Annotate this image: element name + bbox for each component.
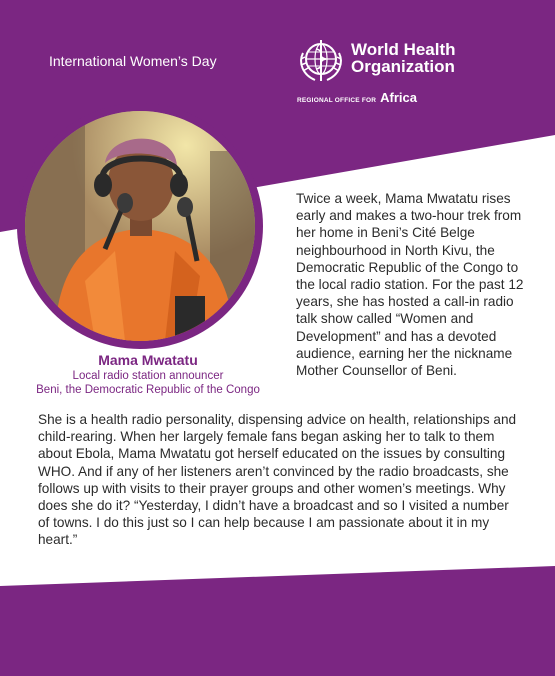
who-emblem-icon [295,37,347,85]
person-name: Mama Mwatatu [98,352,198,368]
person-role: Local radio station announcer [72,370,224,382]
footer-band [0,566,555,676]
intro-paragraph: Twice a week, Mama Mwatatu rises early and makes a two-hour trek from her home in Beni’s Cité Belge neighbourhood in North Kivu, the Democratic Republic of the Congo to the local radio station. For the past 12 years, she has hosted a call-in radio talk show called “Women and Development” and has a devoted audience, earning her the nickname Mother Counsellor of Beni. [296,191,524,379]
who-logo [295,37,465,107]
header-title: International Women’s Day [49,53,217,69]
region-name: Africa [380,90,418,105]
org-name-line1: World Health [351,40,456,59]
portrait-illustration [25,111,255,341]
org-name-line2: Organization [351,57,455,76]
org-name [351,41,456,75]
person-location: Beni, the Democratic Republic of the Congo [36,384,260,396]
regional-office-label [297,90,417,105]
photo-caption [25,352,271,397]
portrait-photo [25,111,255,341]
regional-office-text: REGIONAL OFFICE FOR [297,97,377,104]
body-paragraph: She is a health radio personality, dispensing advice on health, relationships and child-rearing. When her largely female fans began asking her to talk to them about Ebola, Mama Mwatatu got herself educated on the issues by consulting WHO. And if any of her listeners aren’t convinced by the radio broadcasts, she follows up with visits to their prayer groups and other women’s meetings. Why does she do it? “Yesterday, I didn’t have a broadcast and so I visited a number of towns. I do this just so I can help because I am passionate about it in my heart.” [38,412,517,548]
